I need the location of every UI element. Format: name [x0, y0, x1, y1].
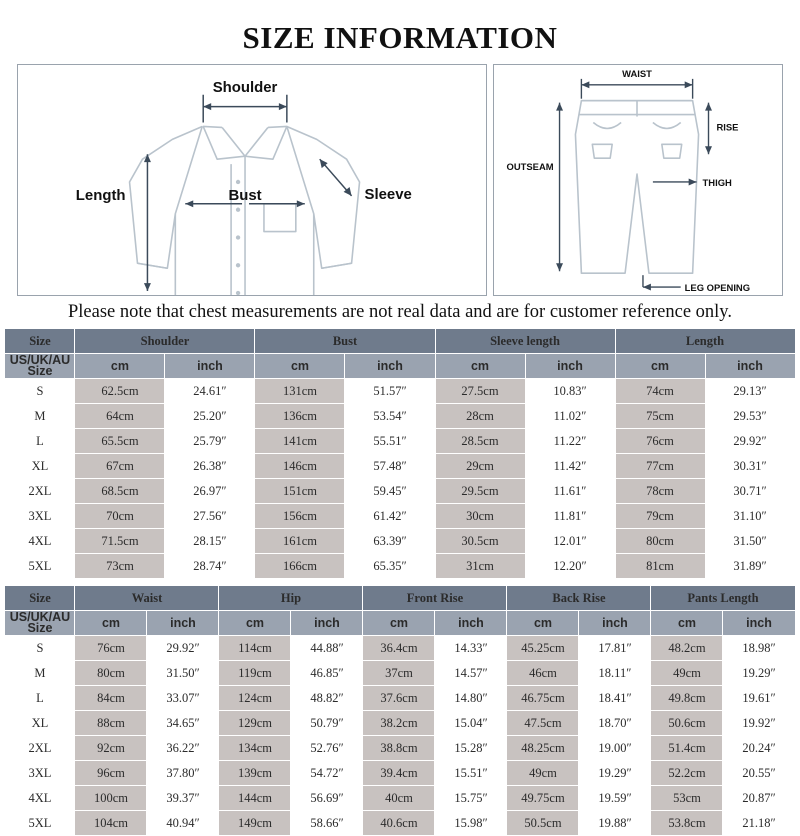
bottom-table-unit-header: inch	[723, 611, 795, 636]
cell-cm: 79cm	[615, 504, 705, 529]
top-table-group-header: Bust	[255, 329, 435, 354]
cell-cm: 49cm	[507, 761, 579, 786]
cell-inch: 25.20″	[165, 404, 255, 429]
cell-cm: 62.5cm	[75, 379, 165, 404]
top-table-unit-header: cm	[615, 354, 705, 379]
top-table-unit-header: cm	[75, 354, 165, 379]
top-table-unit-header: inch	[165, 354, 255, 379]
table-row	[5, 811, 795, 836]
cell-inch: 14.57″	[435, 661, 507, 686]
bottom-table-group-header: Front Rise	[363, 586, 507, 611]
cell-inch: 19.61″	[723, 686, 795, 711]
bottom-table-unit-header: cm	[507, 611, 579, 636]
cell-cm: 166cm	[255, 554, 345, 579]
cell-cm: 52.2cm	[651, 761, 723, 786]
cell-cm: 50.5cm	[507, 811, 579, 836]
cell-inch: 10.83″	[525, 379, 615, 404]
cell-inch: 12.20″	[525, 554, 615, 579]
row-size-label: M	[5, 661, 75, 686]
cell-inch: 31.89″	[705, 554, 795, 579]
cell-inch: 20.87″	[723, 786, 795, 811]
top-table-size-subheader: US/UK/AU Size	[5, 354, 75, 379]
cell-inch: 30.31″	[705, 454, 795, 479]
cell-inch: 11.02″	[525, 404, 615, 429]
cell-cm: 28cm	[435, 404, 525, 429]
cell-cm: 146cm	[255, 454, 345, 479]
row-size-label: 3XL	[5, 504, 75, 529]
cell-inch: 33.07″	[147, 686, 219, 711]
cell-inch: 19.29″	[579, 761, 651, 786]
cell-cm: 31cm	[435, 554, 525, 579]
top-table-group-header: Shoulder	[75, 329, 255, 354]
row-size-label: S	[5, 636, 75, 661]
cell-cm: 81cm	[615, 554, 705, 579]
top-table-group-header: Length	[615, 329, 795, 354]
cell-inch: 14.80″	[435, 686, 507, 711]
cell-inch: 12.01″	[525, 529, 615, 554]
cell-inch: 24.61″	[165, 379, 255, 404]
cell-inch: 65.35″	[345, 554, 435, 579]
cell-inch: 39.37″	[147, 786, 219, 811]
cell-inch: 50.79″	[291, 711, 363, 736]
shirt-svg	[18, 65, 486, 295]
pants-label-rise: RISE	[716, 121, 739, 133]
top-table-unit-header-row	[5, 354, 795, 379]
cell-cm: 36.4cm	[363, 636, 435, 661]
cell-cm: 96cm	[75, 761, 147, 786]
cell-inch: 11.81″	[525, 504, 615, 529]
diagram-row	[17, 64, 783, 296]
cell-inch: 61.42″	[345, 504, 435, 529]
cell-cm: 45.25cm	[507, 636, 579, 661]
row-size-label: 4XL	[5, 786, 75, 811]
cell-inch: 29.92″	[705, 429, 795, 454]
bottom-table-group-header: Pants Length	[651, 586, 795, 611]
top-table-unit-header: inch	[705, 354, 795, 379]
cell-inch: 59.45″	[345, 479, 435, 504]
cell-inch: 27.56″	[165, 504, 255, 529]
cell-cm: 149cm	[219, 811, 291, 836]
cell-cm: 49.75cm	[507, 786, 579, 811]
bottom-table-group-header: Back Rise	[507, 586, 651, 611]
cell-inch: 53.54″	[345, 404, 435, 429]
bottom-table-group-header: Waist	[75, 586, 219, 611]
cell-cm: 75cm	[615, 404, 705, 429]
cell-cm: 73cm	[75, 554, 165, 579]
cell-cm: 141cm	[255, 429, 345, 454]
cell-cm: 68.5cm	[75, 479, 165, 504]
cell-inch: 15.28″	[435, 736, 507, 761]
cell-inch: 31.50″	[147, 661, 219, 686]
cell-inch: 63.39″	[345, 529, 435, 554]
cell-cm: 28.5cm	[435, 429, 525, 454]
table-row	[5, 379, 795, 404]
cell-cm: 131cm	[255, 379, 345, 404]
table-row	[5, 711, 795, 736]
row-size-label: XL	[5, 454, 75, 479]
cell-inch: 26.38″	[165, 454, 255, 479]
cell-inch: 56.69″	[291, 786, 363, 811]
cell-cm: 129cm	[219, 711, 291, 736]
cell-inch: 31.50″	[705, 529, 795, 554]
bottom-table-unit-header-row	[5, 611, 795, 636]
cell-inch: 28.15″	[165, 529, 255, 554]
cell-cm: 139cm	[219, 761, 291, 786]
cell-cm: 49.8cm	[651, 686, 723, 711]
top-table-group-header: Sleeve length	[435, 329, 615, 354]
cell-inch: 37.80″	[147, 761, 219, 786]
cell-cm: 114cm	[219, 636, 291, 661]
cell-cm: 124cm	[219, 686, 291, 711]
cell-inch: 11.22″	[525, 429, 615, 454]
cell-cm: 38.8cm	[363, 736, 435, 761]
top-table-group-header-row	[5, 329, 795, 354]
table-row	[5, 736, 795, 761]
cell-cm: 46cm	[507, 661, 579, 686]
cell-cm: 100cm	[75, 786, 147, 811]
pants-label-leg-opening: LEG OPENING	[684, 282, 751, 294]
table-row	[5, 661, 795, 686]
cell-inch: 14.33″	[435, 636, 507, 661]
cell-cm: 50.6cm	[651, 711, 723, 736]
cell-cm: 92cm	[75, 736, 147, 761]
table-row	[5, 786, 795, 811]
cell-cm: 80cm	[615, 529, 705, 554]
row-size-label: L	[5, 686, 75, 711]
cell-cm: 77cm	[615, 454, 705, 479]
row-size-label: 2XL	[5, 736, 75, 761]
cell-inch: 29.13″	[705, 379, 795, 404]
bottom-table-unit-header: cm	[75, 611, 147, 636]
cell-cm: 29.5cm	[435, 479, 525, 504]
cell-cm: 136cm	[255, 404, 345, 429]
cell-inch: 18.70″	[579, 711, 651, 736]
cell-cm: 37cm	[363, 661, 435, 686]
bottom-table-size-subheader: US/UK/AU Size	[5, 611, 75, 636]
cell-cm: 156cm	[255, 504, 345, 529]
cell-cm: 40cm	[363, 786, 435, 811]
bottom-table-group-header: Size	[5, 586, 75, 611]
cell-inch: 19.59″	[579, 786, 651, 811]
cell-cm: 30.5cm	[435, 529, 525, 554]
pants-label-waist: WAIST	[622, 67, 652, 79]
cell-cm: 80cm	[75, 661, 147, 686]
cell-inch: 19.29″	[723, 661, 795, 686]
cell-inch: 11.42″	[525, 454, 615, 479]
cell-cm: 30cm	[435, 504, 525, 529]
cell-inch: 55.51″	[345, 429, 435, 454]
cell-cm: 74cm	[615, 379, 705, 404]
row-size-label: S	[5, 379, 75, 404]
top-table-unit-header: inch	[525, 354, 615, 379]
cell-cm: 71.5cm	[75, 529, 165, 554]
shirt-diagram	[17, 64, 487, 296]
cell-cm: 47.5cm	[507, 711, 579, 736]
cell-cm: 151cm	[255, 479, 345, 504]
cell-cm: 48.25cm	[507, 736, 579, 761]
cell-inch: 58.66″	[291, 811, 363, 836]
table-row	[5, 454, 795, 479]
size-table-bottom	[4, 585, 795, 836]
cell-cm: 40.6cm	[363, 811, 435, 836]
cell-inch: 17.81″	[579, 636, 651, 661]
cell-cm: 49cm	[651, 661, 723, 686]
cell-cm: 53cm	[651, 786, 723, 811]
top-table-group-header: Size	[5, 329, 75, 354]
cell-cm: 51.4cm	[651, 736, 723, 761]
cell-inch: 36.22″	[147, 736, 219, 761]
shirt-label-bust: Bust	[228, 187, 262, 204]
cell-cm: 84cm	[75, 686, 147, 711]
cell-inch: 29.92″	[147, 636, 219, 661]
cell-inch: 15.75″	[435, 786, 507, 811]
row-size-label: 5XL	[5, 554, 75, 579]
cell-inch: 34.65″	[147, 711, 219, 736]
cell-cm: 46.75cm	[507, 686, 579, 711]
bottom-table-unit-header: inch	[147, 611, 219, 636]
bottom-table-unit-header: inch	[291, 611, 363, 636]
bottom-table-unit-header: cm	[651, 611, 723, 636]
cell-cm: 53.8cm	[651, 811, 723, 836]
cell-cm: 134cm	[219, 736, 291, 761]
cell-cm: 67cm	[75, 454, 165, 479]
cell-inch: 44.88″	[291, 636, 363, 661]
bottom-table-group-header: Hip	[219, 586, 363, 611]
cell-cm: 65.5cm	[75, 429, 165, 454]
row-size-label: 5XL	[5, 811, 75, 836]
table-row	[5, 686, 795, 711]
cell-inch: 26.97″	[165, 479, 255, 504]
cell-inch: 51.57″	[345, 379, 435, 404]
cell-inch: 40.94″	[147, 811, 219, 836]
row-size-label: L	[5, 429, 75, 454]
cell-cm: 119cm	[219, 661, 291, 686]
bottom-table-unit-header: cm	[219, 611, 291, 636]
cell-inch: 15.04″	[435, 711, 507, 736]
top-table-unit-header: inch	[345, 354, 435, 379]
cell-cm: 104cm	[75, 811, 147, 836]
cell-cm: 48.2cm	[651, 636, 723, 661]
bottom-table-unit-header: cm	[363, 611, 435, 636]
cell-inch: 18.98″	[723, 636, 795, 661]
cell-inch: 29.53″	[705, 404, 795, 429]
shirt-label-sleeve: Sleeve	[364, 186, 412, 203]
table-row	[5, 554, 795, 579]
cell-inch: 54.72″	[291, 761, 363, 786]
table-row	[5, 636, 795, 661]
table-row	[5, 404, 795, 429]
shirt-label-length: Length	[75, 187, 126, 204]
cell-inch: 11.61″	[525, 479, 615, 504]
cell-inch: 18.11″	[579, 661, 651, 686]
cell-cm: 38.2cm	[363, 711, 435, 736]
row-size-label: XL	[5, 711, 75, 736]
cell-cm: 144cm	[219, 786, 291, 811]
cell-inch: 20.55″	[723, 761, 795, 786]
pants-svg	[494, 65, 782, 295]
bottom-table-group-header-row	[5, 586, 795, 611]
cell-cm: 29cm	[435, 454, 525, 479]
table-row	[5, 761, 795, 786]
cell-cm: 76cm	[615, 429, 705, 454]
cell-cm: 76cm	[75, 636, 147, 661]
cell-inch: 52.76″	[291, 736, 363, 761]
row-size-label: 2XL	[5, 479, 75, 504]
table-row	[5, 429, 795, 454]
cell-inch: 31.10″	[705, 504, 795, 529]
cell-cm: 88cm	[75, 711, 147, 736]
top-table-unit-header: cm	[435, 354, 525, 379]
pants-label-outseam: OUTSEAM	[506, 161, 554, 173]
pants-diagram	[493, 64, 783, 296]
bottom-table-unit-header: inch	[579, 611, 651, 636]
shirt-label-shoulder: Shoulder	[212, 79, 278, 96]
row-size-label: 4XL	[5, 529, 75, 554]
cell-inch: 30.71″	[705, 479, 795, 504]
row-size-label: 3XL	[5, 761, 75, 786]
cell-inch: 21.18″	[723, 811, 795, 836]
cell-cm: 78cm	[615, 479, 705, 504]
cell-inch: 15.98″	[435, 811, 507, 836]
cell-inch: 18.41″	[579, 686, 651, 711]
cell-cm: 70cm	[75, 504, 165, 529]
row-size-label: M	[5, 404, 75, 429]
cell-cm: 161cm	[255, 529, 345, 554]
cell-inch: 57.48″	[345, 454, 435, 479]
cell-cm: 64cm	[75, 404, 165, 429]
cell-cm: 39.4cm	[363, 761, 435, 786]
cell-cm: 37.6cm	[363, 686, 435, 711]
cell-inch: 19.00″	[579, 736, 651, 761]
cell-inch: 46.85″	[291, 661, 363, 686]
cell-inch: 15.51″	[435, 761, 507, 786]
page-title: SIZE INFORMATION	[242, 20, 558, 55]
table-row	[5, 479, 795, 504]
cell-cm: 27.5cm	[435, 379, 525, 404]
size-table-top	[4, 328, 795, 579]
cell-inch: 20.24″	[723, 736, 795, 761]
measurement-note: Please note that chest measurements are not real data and are for customer reference only.	[68, 302, 732, 322]
cell-inch: 19.92″	[723, 711, 795, 736]
cell-inch: 28.74″	[165, 554, 255, 579]
pants-label-thigh: THIGH	[702, 176, 732, 188]
top-table-unit-header: cm	[255, 354, 345, 379]
cell-inch: 25.79″	[165, 429, 255, 454]
bottom-table-unit-header: inch	[435, 611, 507, 636]
cell-inch: 19.88″	[579, 811, 651, 836]
table-row	[5, 504, 795, 529]
cell-inch: 48.82″	[291, 686, 363, 711]
table-row	[5, 529, 795, 554]
